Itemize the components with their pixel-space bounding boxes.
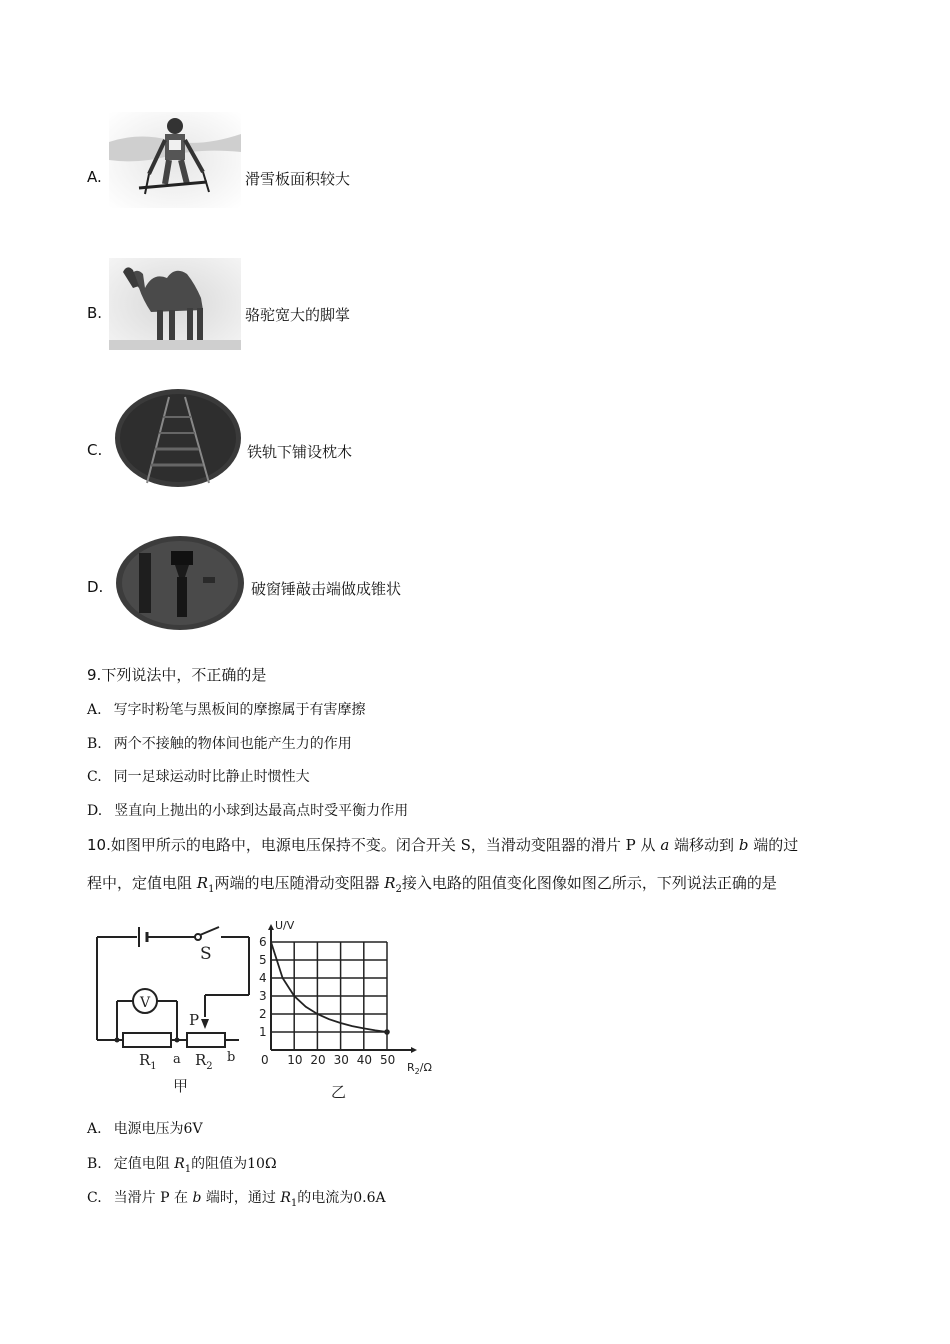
- y-tick-label: 5: [259, 953, 267, 967]
- y-tick-label: 4: [259, 971, 267, 985]
- y-axis-label: U/V: [275, 919, 295, 932]
- q9-option-b: [87, 733, 352, 753]
- option-caption: 滑雪板面积较大: [245, 170, 351, 188]
- option-letter: D.: [87, 578, 104, 596]
- x-tick-label: 40: [356, 1053, 373, 1067]
- graph: [259, 924, 417, 1067]
- switch-blade: [200, 927, 219, 935]
- q9-option-c: [87, 766, 310, 786]
- option-caption: 骆驼宽大的脚掌: [245, 306, 351, 324]
- question-text: 程中，定值电阻: [87, 874, 197, 892]
- option-letter: C.: [87, 769, 102, 785]
- question-text: 下列说法中，不正确的是: [101, 666, 267, 684]
- option-letter: C.: [87, 1190, 102, 1206]
- x-axis-label: $R_2/\Omega$: [407, 1061, 432, 1076]
- junction-dot: [115, 1038, 120, 1043]
- option-letter: B.: [87, 1156, 102, 1172]
- terminal-a-label: a: [173, 1052, 181, 1067]
- option-caption: 铁轨下铺设枕木: [247, 443, 353, 461]
- var-r: R: [196, 874, 209, 892]
- x-axis-arrow: [411, 1047, 417, 1053]
- voltmeter-label: V: [140, 995, 151, 1011]
- var-r: R: [384, 874, 396, 892]
- option-text: 同一足球运动时比静止时惯性大: [113, 769, 310, 785]
- skier-photo: [109, 112, 241, 208]
- y-tick-label: 6: [259, 935, 267, 949]
- circuit-caption: 甲: [173, 1077, 189, 1095]
- subscript: 1: [208, 884, 215, 895]
- option-text: 定值电阻 $R_1$的阻值为10Ω: [113, 1156, 277, 1175]
- y-tick-label: 2: [259, 1007, 267, 1021]
- option-letter: B.: [87, 736, 102, 752]
- slider-label: P: [189, 1011, 200, 1029]
- option-text: 当滑片 P 在 b 端时，通过 $R_1$的电流为0.6A: [113, 1190, 386, 1209]
- option-letter: A.: [87, 1121, 102, 1137]
- safety-hammer-photo: [113, 533, 247, 633]
- slider-arrow: [201, 1019, 209, 1029]
- subscript: 2: [395, 884, 402, 895]
- q9-option-d: [87, 800, 408, 820]
- data-curve: [271, 942, 387, 1032]
- r2-label: $R_2$: [195, 1051, 213, 1072]
- option-text: 两个不接触的物体间也能产生力的作用: [113, 736, 352, 752]
- resistor-r1: [123, 1033, 171, 1047]
- x-tick-label: 50: [380, 1053, 396, 1067]
- option-letter: A.: [87, 168, 102, 186]
- r1-label: $R_1$: [139, 1051, 157, 1072]
- y-tick-label: 1: [259, 1025, 267, 1039]
- question-number: 9.: [87, 666, 102, 684]
- q10-option-a: [87, 1118, 203, 1138]
- y-tick-label: 3: [259, 989, 267, 1003]
- x-tick-label: 10: [287, 1053, 303, 1067]
- circuit-diagram: [97, 927, 249, 1047]
- graph-caption: 乙: [331, 1083, 347, 1101]
- question-9-stem: [87, 664, 266, 685]
- origin-label: 0: [261, 1053, 269, 1067]
- question-text: 接入电路的阻值变化图像如图乙所示，下列说法正确的是: [401, 874, 777, 892]
- question-number: 10.: [87, 836, 111, 854]
- option-letter: D.: [87, 803, 103, 819]
- camel-photo: [109, 258, 241, 350]
- x-tick-label: 20: [310, 1053, 326, 1067]
- y-axis-arrow: [268, 924, 274, 930]
- question-text: 端移动到: [669, 836, 739, 854]
- q10-option-b: [87, 1153, 277, 1175]
- option-letter: C.: [87, 441, 103, 459]
- question-10-line-2: [87, 872, 777, 895]
- option-caption: 破窗锤敲击端做成锥状: [251, 580, 402, 598]
- x-tick-label: 30: [333, 1053, 349, 1067]
- question-text: 两端的电压随滑动变阻器: [214, 874, 385, 892]
- var-a: a: [660, 836, 670, 854]
- junction-dot: [175, 1038, 180, 1043]
- option-letter: B.: [87, 304, 103, 322]
- option-text: 写字时粉笔与黑板间的摩擦属于有害摩擦: [113, 702, 366, 718]
- var-b: b: [738, 836, 749, 854]
- q10-option-c: [87, 1187, 386, 1209]
- option-text: 竖直向上抛出的小球到达最高点时受平衡力作用: [114, 803, 409, 819]
- question-text: 如图甲所示的电路中，电源电压保持不变。闭合开关 S，当滑动变阻器的滑片 P 从: [110, 836, 661, 854]
- question-text: 端的过: [748, 836, 799, 854]
- question-10-line-1: [87, 834, 798, 855]
- data-point: [384, 1029, 390, 1035]
- option-text: 电源电压为6V: [113, 1121, 203, 1137]
- question-10-figure: [87, 915, 447, 1105]
- switch-label: S: [200, 944, 212, 964]
- q9-option-a: [87, 699, 366, 719]
- terminal-b-label: b: [227, 1050, 236, 1065]
- option-letter: A.: [87, 702, 102, 718]
- resistor-r2: [187, 1033, 225, 1047]
- railway-photo: [113, 387, 243, 489]
